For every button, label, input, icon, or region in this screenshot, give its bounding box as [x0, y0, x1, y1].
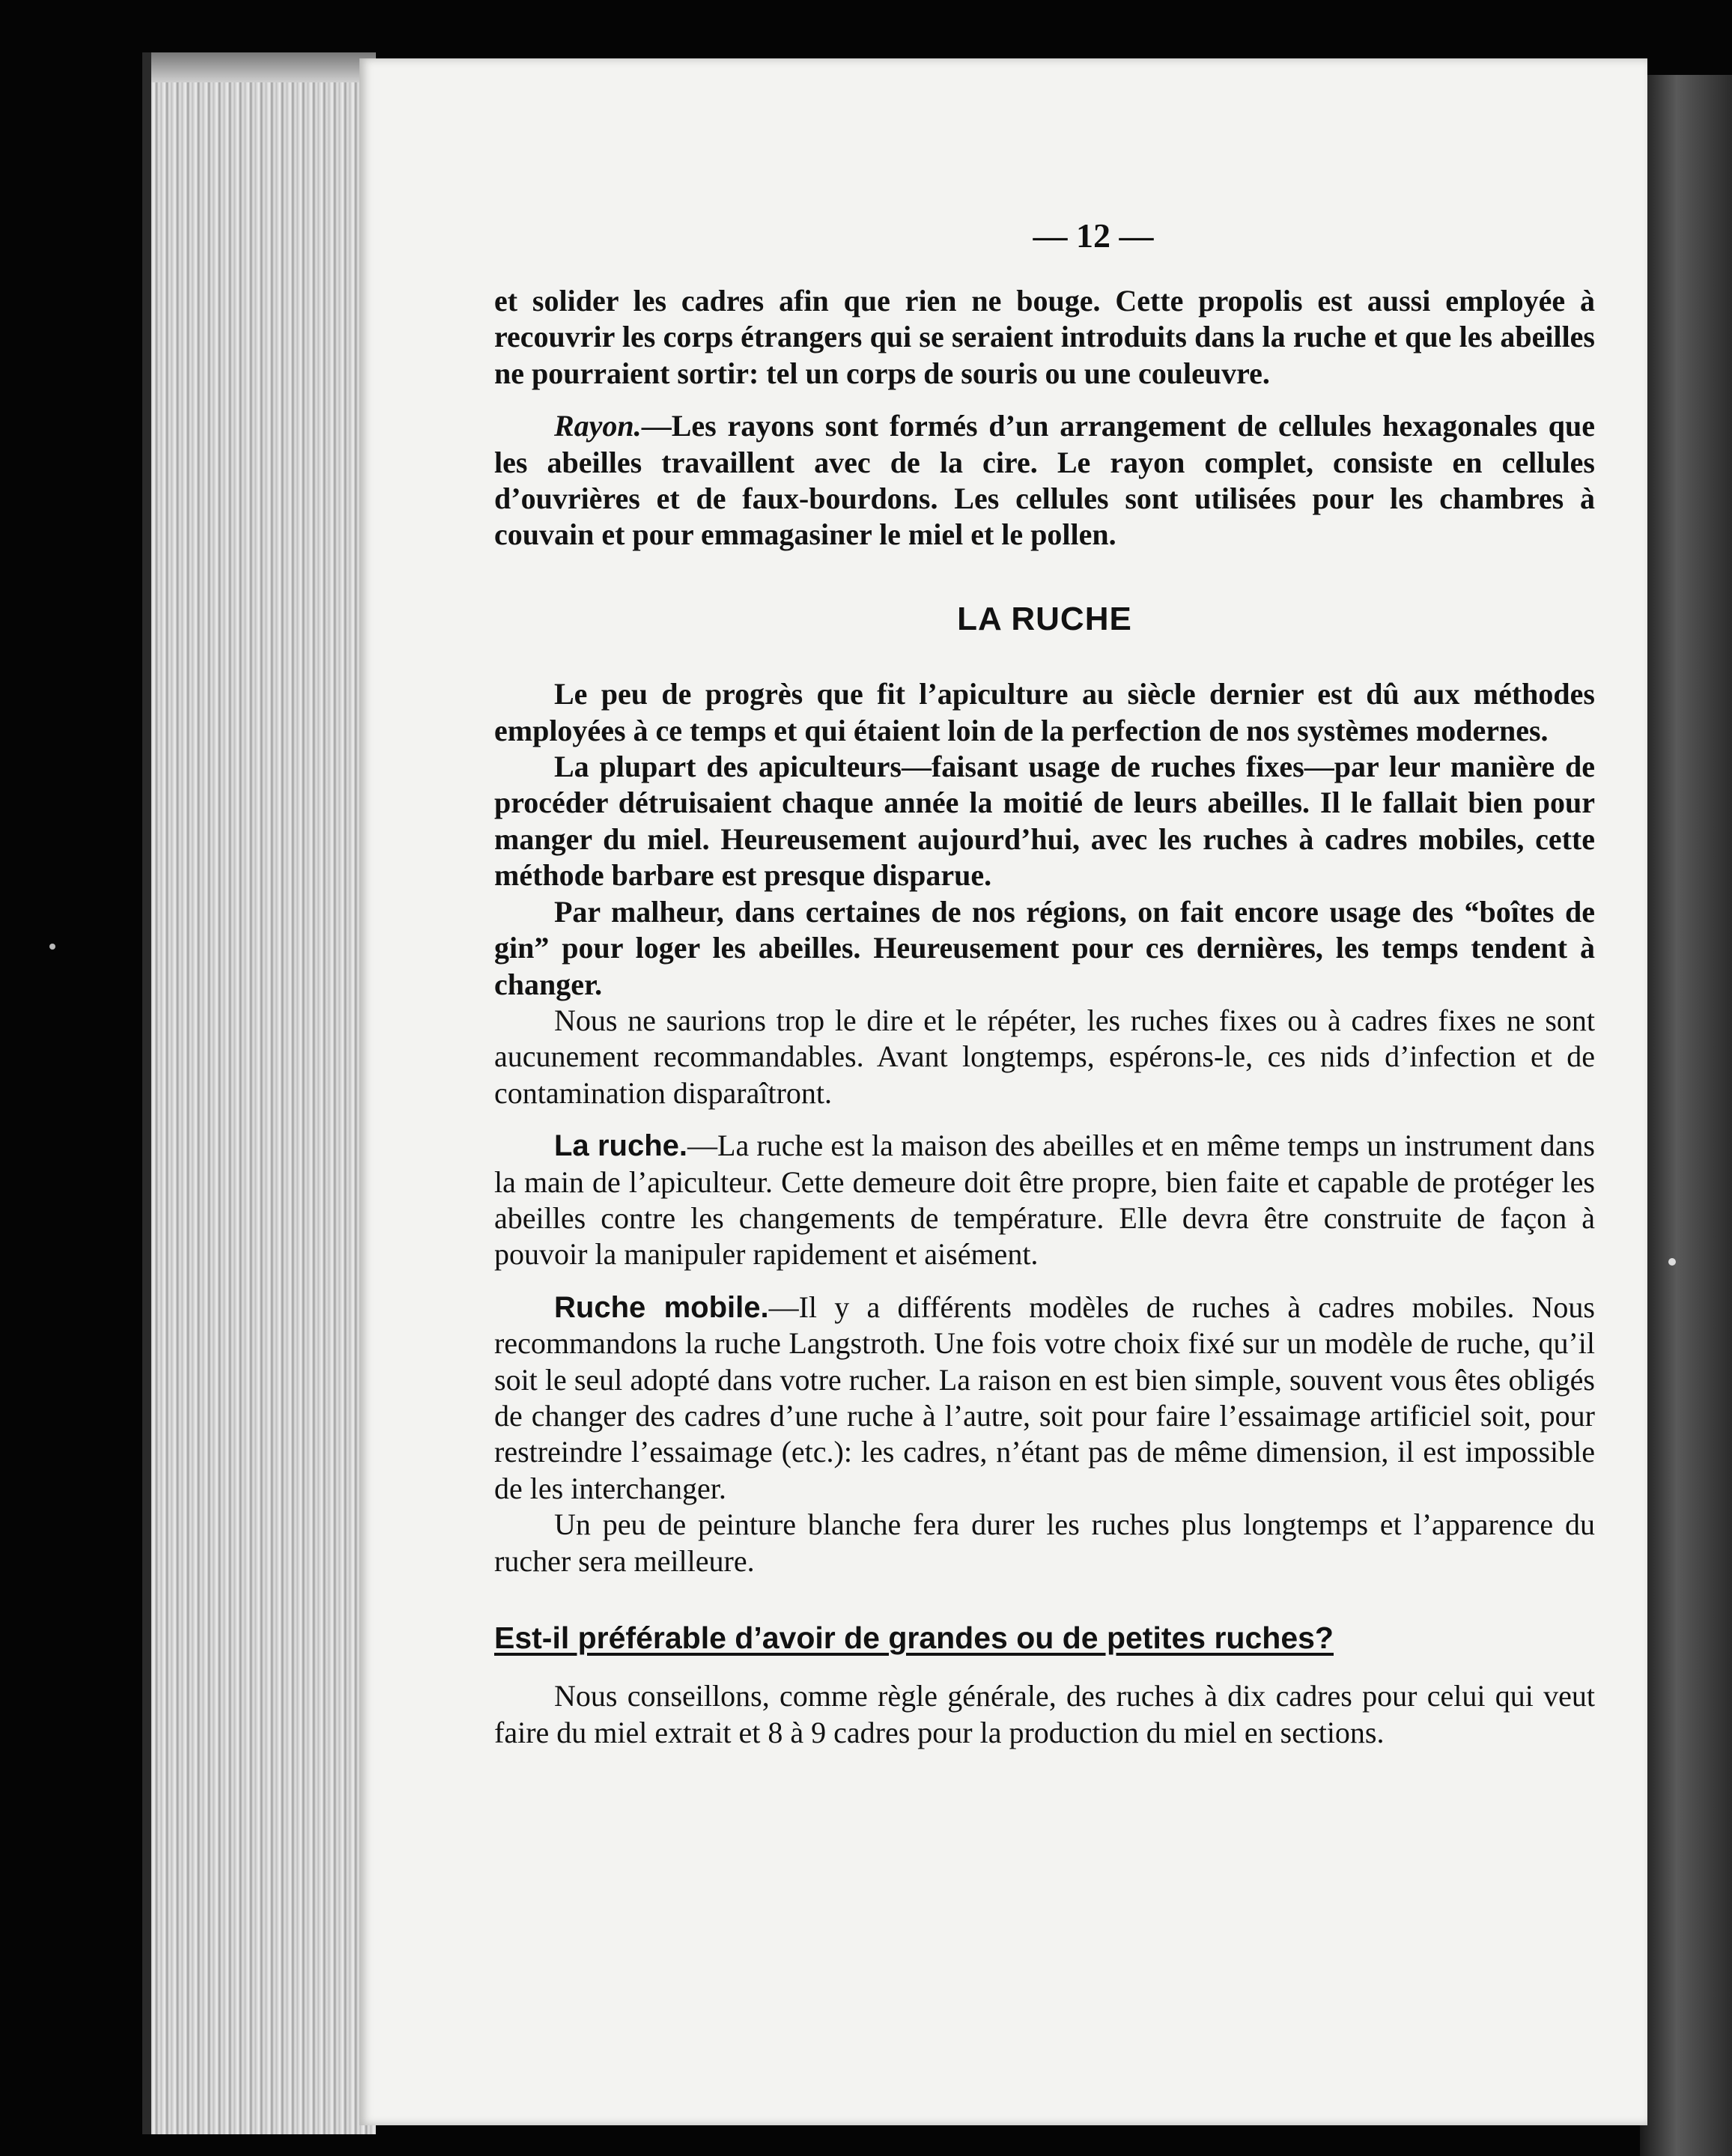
paragraph-ruche-mobile	[494, 1290, 1595, 1507]
paragraph-rayon	[494, 408, 1595, 553]
subheading-grandes-petites-ruches: Est-il préférable d’avoir de grandes ou de petites ruches?	[494, 1621, 1334, 1655]
speck	[1668, 1258, 1676, 1266]
paragraph-boites-de-gin: Par malheur, dans certaines de nos régions, on fait encore usage des “boîtes de gin” pour loger les abeilles. Heureusement pour ces dernières, les temps tendent à changer.	[494, 894, 1595, 1001]
speck	[49, 944, 55, 950]
label-la-ruche: La ruche.	[554, 1129, 688, 1163]
book-page	[359, 58, 1647, 2125]
paragraph-apiculteurs: La plupart des apiculteurs—faisant usage de ruches fixes—par leur manière de procéder détruisaient chaque année la moitié de leurs abeilles. Il le fallait bien pour manger du miel. Heureusement aujourd’hui, avec les ruches à cadres mobiles, cette méthode barbare est presque disparue.	[494, 750, 1595, 893]
page-text	[494, 283, 1595, 1751]
paragraph-progres: Le peu de progrès que fit l’apiculture au siècle dernier est dû aux méthodes employées à ce temps et qui étaient loin de la perfection de nos systèmes modernes.	[494, 677, 1595, 747]
page-edge-bevel	[151, 52, 376, 82]
paragraph-ruches-fixes: Nous ne saurions trop le dire et le répéter, les ruches fixes ou à cadres fixes ne sont aucunement recommandables. Avant longtemps, espérons-le, ces nids d’infection et de contamination disparaîtront.	[494, 1003, 1595, 1110]
label-ruche-mobile: Ruche mobile.	[554, 1290, 769, 1324]
book-binding	[1640, 75, 1732, 2156]
paragraph-la-ruche-text: —La ruche est la maison des abeilles et en même temps un instrument dans la main de l’apiculteur. Cette demeure doit être propre, bien faite et capable de protéger les abeilles contre les changements de température. Elle devra être construite de façon à pouvoir la manipuler rapidement et aisément.	[494, 1129, 1595, 1272]
book-page-edges	[142, 52, 376, 2134]
page-number: — 12 —	[1033, 216, 1154, 255]
paragraph-conseillons: Nous conseillons, comme règle générale, des ruches à dix cadres pour celui qui veut faire du miel extrait et 8 à 9 cadres pour la production du miel en sections.	[494, 1679, 1595, 1749]
paragraph-peinture: Un peu de peinture blanche fera durer les ruches plus longtemps et l’apparence du rucher sera meilleure.	[494, 1507, 1595, 1578]
label-rayon: Rayon.	[554, 409, 642, 443]
paragraph-rayon-text: —Les rayons sont formés d’un arrangement de cellules hexagonales que les abeilles travaillent avec de la cire. Le rayon complet, consiste en cellules d’ouvrières et de faux-bourdons. Les cellules sont utilisées pour les chambres à couvain et pour emmagasiner le miel et le pollen.	[494, 409, 1595, 552]
paragraph-la-ruche	[494, 1128, 1595, 1273]
paragraph-propolis: et solider les cadres afin que rien ne bouge. Cette propolis est aussi employée à recouvrir les corps étrangers qui se seraient introduits dans la ruche et que les abeilles ne pourraient sortir: tel un corps de souris ou une couleuvre.	[494, 284, 1595, 390]
section-heading-la-ruche: LA RUCHE	[957, 600, 1132, 637]
paragraph-ruche-mobile-text: —Il y a différents modèles de ruches à cadres mobiles. Nous recommandons la ruche Langstroth. Une fois votre choix fixé sur un modèle de ruche, qu’il soit le seul adopté dans votre rucher. La raison en est bien simple, souvent vous êtes obligés de changer des cadres d’une ruche à l’autre, soit pour faire l’essaimage artificiel soit, pour restreindre l’essaimage (etc.): les cadres, n’étant pas de même dimension, il est impossible de les interchanger.	[494, 1290, 1595, 1505]
